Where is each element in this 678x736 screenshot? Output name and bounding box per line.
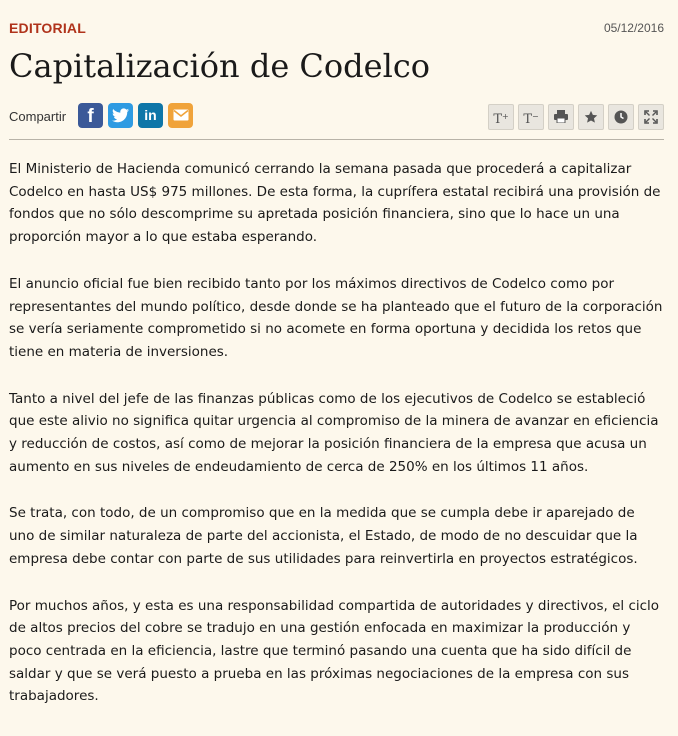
article-header xyxy=(9,20,664,38)
publication-date: 05/12/2016 xyxy=(603,21,664,35)
clock-icon xyxy=(614,110,628,124)
header-divider xyxy=(9,139,664,140)
share-label: Compartir xyxy=(9,109,67,124)
mail-icon xyxy=(173,108,189,122)
fullscreen-icon xyxy=(644,110,658,124)
facebook-share-button[interactable] xyxy=(78,103,103,128)
article-paragraph: El anuncio oficial fue bien recibido tanto por los máximos directivos de Codelco como por representantes del mundo político, desde donde se ha planteado que el futuro de la corporación se vería seriamente comprometido si no acomete en forma oportuna y decidida los retos que tiene en materia de inversiones. xyxy=(9,275,663,360)
fullscreen-button[interactable] xyxy=(638,104,664,130)
increase-font-button[interactable] xyxy=(488,104,514,130)
favorite-button[interactable] xyxy=(578,104,604,130)
article-paragraph: Tanto a nivel del jefe de las finanzas públicas como de los ejecutivos de Codelco se estableció que este alivio no significa quitar urgencia al compromiso de la minera de avanzar en eficiencia y reducción de costos, así como de mejorar la posición financiera de la empresa que acusa un aumento en sus niveles de endeudamiento de cerca de 250% en los últimos 11 años. xyxy=(9,390,659,475)
linkedin-icon: in xyxy=(144,107,157,123)
twitter-icon xyxy=(112,108,129,123)
article-body xyxy=(9,158,664,732)
article-paragraph: El Ministerio de Hacienda comunicó cerrando la semana pasada que procederá a capitalizar Codelco en hasta US$ 975 millones. De esta forma, la cuprífera estatal recibirá una provisión de fondos que no sólo descomprime su apretada posición financiera, sino que lo hace un una proporción mayor a lo que estaba esperando. xyxy=(9,161,661,246)
print-icon xyxy=(554,110,568,123)
linkedin-share-button[interactable] xyxy=(138,103,163,128)
decrease-font-button[interactable] xyxy=(518,104,544,130)
email-share-button[interactable] xyxy=(168,103,193,128)
print-button[interactable] xyxy=(548,104,574,130)
text-decrease-icon: T− xyxy=(523,112,539,127)
star-icon xyxy=(584,110,598,124)
section-label[interactable]: EDITORIAL xyxy=(9,20,86,36)
page-title: Capitalización de Codelco xyxy=(9,47,431,85)
article-tools xyxy=(488,104,664,130)
share-toolbar xyxy=(9,103,664,131)
article-paragraph: Por muchos años, y esta es una responsabilidad compartida de autoridades y directivos, el ciclo de altos precios del cobre se tradujo en una gestión enfocada en maximizar la producción y poco centrada en la eficiencia, lastre que terminó pasando una cuenta que ha sido difícil de saldar y que se verá puesto a prueba en las próximas negociaciones de la empresa con sus trabajadores. xyxy=(9,597,660,705)
article-paragraph: Se trata, con todo, de un compromiso que en la medida que se cumpla debe ir aparejado de uno de similar naturaleza de parte del accionista, el Estado, de modo de no descuidar que la empresa debe contar con parte de sus utilidades para reinvertirla en proyectos estratégicos. xyxy=(9,505,638,567)
read-later-button[interactable] xyxy=(608,104,634,130)
text-increase-icon: T+ xyxy=(493,112,509,127)
twitter-share-button[interactable] xyxy=(108,103,133,128)
facebook-icon: f xyxy=(87,106,94,127)
